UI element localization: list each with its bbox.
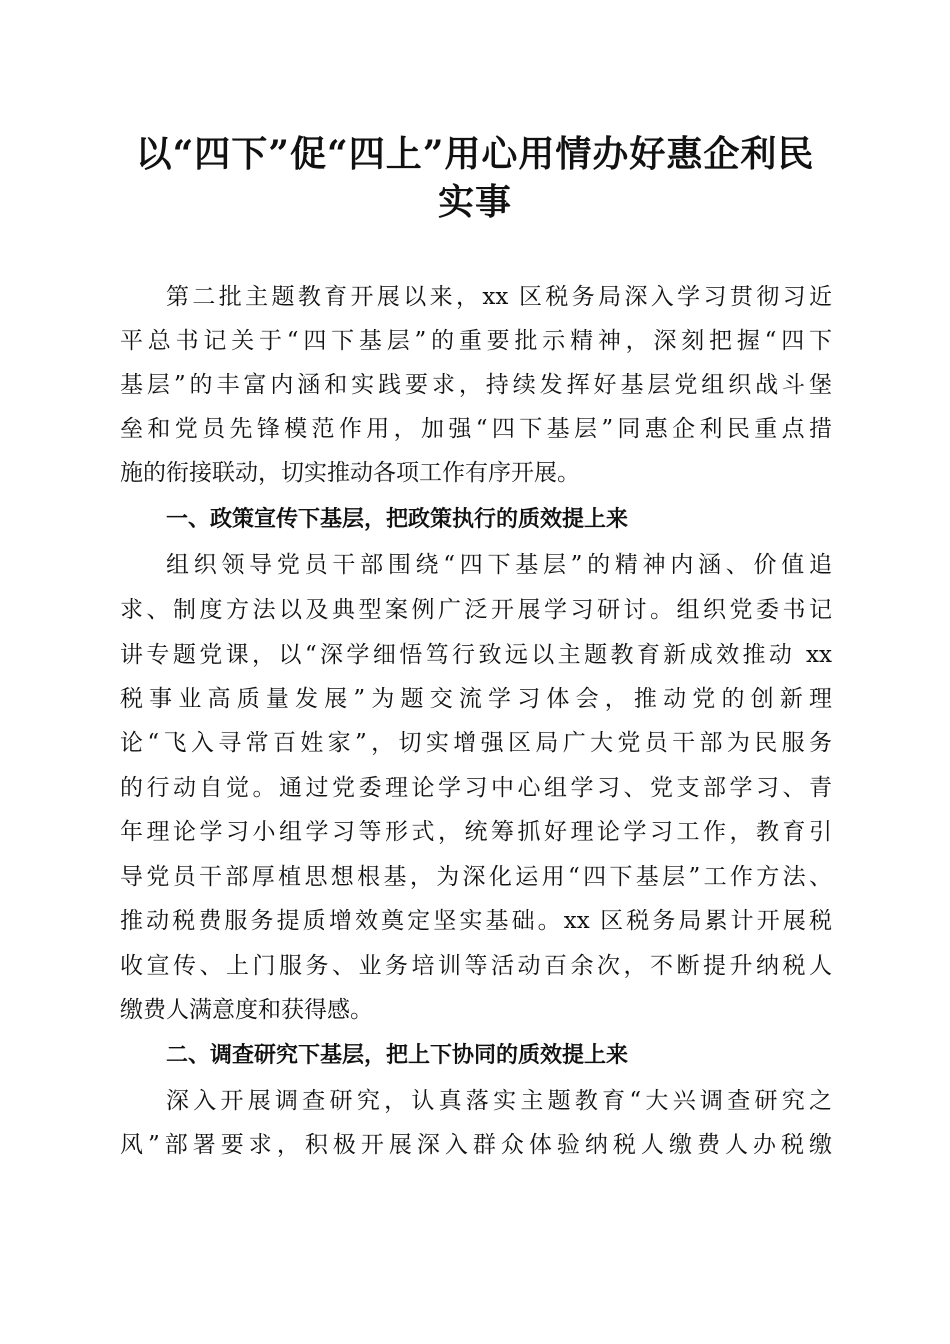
paragraph-line: 施的衔接联动，切实推动各项工作有序开展。 <box>120 460 580 486</box>
document-title <box>100 130 850 226</box>
paragraph-line: 讲专题党课，以“深学细悟笃行致远以主题教育新成效推动 xx <box>120 642 832 668</box>
paragraph-line: 论“飞入寻常百姓家”，切实增强区局广大党员干部为民服务 <box>120 730 832 756</box>
paragraph-line: 缴费人满意度和获得感。 <box>120 997 373 1023</box>
paragraph-line: 的行动自觉。通过党委理论学习中心组学习、党支部学习、青 <box>120 775 832 801</box>
section-heading-2: 二、调查研究下基层，把上下协同的质效提上来 <box>166 1043 629 1068</box>
paragraph-line: 垒和党员先锋模范作用，加强“四下基层”同惠企利民重点措 <box>120 416 832 442</box>
paragraph-line: 深入开展调查研究，认真落实主题教育“大兴调查研究之 <box>166 1088 832 1114</box>
paragraph-line: 导党员干部厚植思想根基，为深化运用“四下基层”工作方法、 <box>120 864 832 890</box>
paragraph-line: 平总书记关于“四下基层”的重要批示精神，深刻把握“四下 <box>120 328 832 354</box>
title-line-2: 实事 <box>437 181 512 223</box>
section-heading-1: 一、政策宣传下基层，把政策执行的质效提上来 <box>166 507 629 532</box>
paragraph-line: 税事业高质量发展”为题交流学习体会，推动党的创新理 <box>120 686 832 712</box>
paragraph-line: 年理论学习小组学习等形式，统筹抓好理论学习工作，教育引 <box>120 819 832 845</box>
title-line-1: 以“四下”促“四上”用心用情办好惠企利民 <box>135 133 815 175</box>
paragraph-line: 组织领导党员干部围绕“四下基层”的精神内涵、价值追 <box>166 552 832 578</box>
paragraph-line: 第二批主题教育开展以来，xx 区税务局深入学习贯彻习近 <box>166 284 832 310</box>
paragraph-line: 收宣传、上门服务、业务培训等活动百余次，不断提升纳税人 <box>120 953 832 979</box>
paragraph-line: 推动税费服务提质增效奠定坚实基础。xx 区税务局累计开展税 <box>120 908 832 934</box>
paragraph-line: 基层”的丰富内涵和实践要求，持续发挥好基层党组织战斗堡 <box>120 372 832 398</box>
paragraph-line: 求、制度方法以及典型案例广泛开展学习研讨。组织党委书记 <box>120 597 832 623</box>
paragraph-line: 风”部署要求，积极开展深入群众体验纳税人缴费人办税缴 <box>120 1132 832 1158</box>
